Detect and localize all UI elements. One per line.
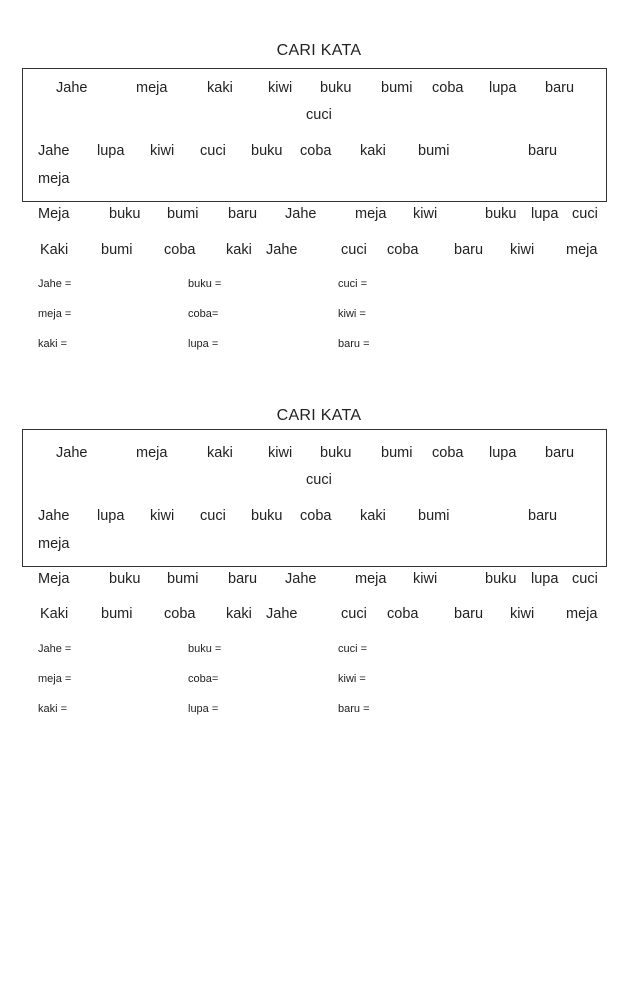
- word: Jahe: [285, 571, 317, 587]
- word: coba: [164, 606, 196, 622]
- word: kaki: [360, 508, 386, 524]
- answer-label: kiwi =: [338, 308, 366, 320]
- worksheet-title: CARI KATA: [276, 42, 362, 59]
- answer-label: lupa =: [188, 338, 219, 350]
- word: bumi: [101, 606, 133, 622]
- worksheet-title: CARI KATA: [276, 407, 362, 424]
- answer-label: Jahe =: [38, 643, 72, 655]
- answer-label: cuci =: [338, 643, 368, 655]
- word: cuci: [306, 472, 332, 488]
- word: bumi: [418, 508, 450, 524]
- word: meja: [355, 571, 387, 587]
- word: cuci: [200, 508, 226, 524]
- answer-label: coba=: [188, 673, 219, 685]
- word: bumi: [167, 206, 199, 222]
- word: cuci: [572, 571, 598, 587]
- word: kiwi: [413, 206, 438, 222]
- answer-label: buku =: [188, 278, 222, 290]
- word: Meja: [38, 571, 70, 587]
- word: baru: [228, 206, 258, 222]
- answer-label: coba=: [188, 308, 219, 320]
- word: cuci: [572, 206, 598, 222]
- answer-label: buku =: [188, 643, 222, 655]
- word: lupa: [97, 508, 125, 524]
- word: coba: [387, 242, 419, 258]
- word: lupa: [489, 445, 517, 461]
- word: coba: [432, 445, 464, 461]
- word: buku: [251, 143, 283, 159]
- answer-label: kaki =: [38, 703, 68, 715]
- word: coba: [300, 508, 332, 524]
- answer-label: cuci =: [338, 278, 368, 290]
- answer-label: meja =: [38, 673, 72, 685]
- word: coba: [164, 242, 196, 258]
- word: kiwi: [150, 143, 175, 159]
- answer-label: Jahe =: [38, 278, 72, 290]
- word: bumi: [167, 571, 199, 587]
- word: buku: [485, 571, 517, 587]
- word: cuci: [341, 606, 367, 622]
- word: kiwi: [510, 242, 535, 258]
- word: kaki: [226, 606, 252, 622]
- word: bumi: [418, 143, 450, 159]
- word: baru: [454, 606, 484, 622]
- word: meja: [566, 606, 598, 622]
- word: kiwi: [268, 445, 293, 461]
- word: kiwi: [510, 606, 535, 622]
- word: meja: [136, 80, 168, 96]
- word: baru: [528, 508, 558, 524]
- word: coba: [300, 143, 332, 159]
- word: kaki: [207, 445, 233, 461]
- answer-label: kiwi =: [338, 673, 366, 685]
- word: lupa: [531, 206, 559, 222]
- word: meja: [566, 242, 598, 258]
- word: kiwi: [413, 571, 438, 587]
- word: Meja: [38, 206, 70, 222]
- word: baru: [545, 80, 575, 96]
- word: cuci: [306, 107, 332, 123]
- word: kiwi: [150, 508, 175, 524]
- word: kiwi: [268, 80, 293, 96]
- word: kaki: [226, 242, 252, 258]
- word: buku: [109, 571, 141, 587]
- word: meja: [136, 445, 168, 461]
- word-box: [22, 68, 607, 202]
- word: buku: [320, 445, 352, 461]
- word: lupa: [489, 80, 517, 96]
- word: buku: [320, 80, 352, 96]
- word: coba: [432, 80, 464, 96]
- word: Jahe: [38, 143, 70, 159]
- word: Jahe: [56, 80, 88, 96]
- word: kaki: [207, 80, 233, 96]
- word: Jahe: [266, 606, 298, 622]
- word: baru: [528, 143, 558, 159]
- word: cuci: [200, 143, 226, 159]
- word: coba: [387, 606, 419, 622]
- word: meja: [355, 206, 387, 222]
- word: lupa: [97, 143, 125, 159]
- answer-label: lupa =: [188, 703, 219, 715]
- word: meja: [38, 171, 70, 187]
- word: Jahe: [285, 206, 317, 222]
- word: buku: [485, 206, 517, 222]
- word: Jahe: [266, 242, 298, 258]
- answer-label: meja =: [38, 308, 72, 320]
- word: bumi: [381, 80, 413, 96]
- word: kaki: [360, 143, 386, 159]
- word: buku: [109, 206, 141, 222]
- word: baru: [545, 445, 575, 461]
- word-box: [22, 429, 607, 567]
- word: Jahe: [38, 508, 70, 524]
- answer-label: baru =: [338, 703, 370, 715]
- word: buku: [251, 508, 283, 524]
- word: meja: [38, 536, 70, 552]
- word: bumi: [381, 445, 413, 461]
- word: lupa: [531, 571, 559, 587]
- word: Jahe: [56, 445, 88, 461]
- answer-label: baru =: [338, 338, 370, 350]
- answer-label: kaki =: [38, 338, 68, 350]
- word: cuci: [341, 242, 367, 258]
- word: baru: [454, 242, 484, 258]
- word: baru: [228, 571, 258, 587]
- word: Kaki: [40, 242, 69, 258]
- word: bumi: [101, 242, 133, 258]
- word: Kaki: [40, 606, 69, 622]
